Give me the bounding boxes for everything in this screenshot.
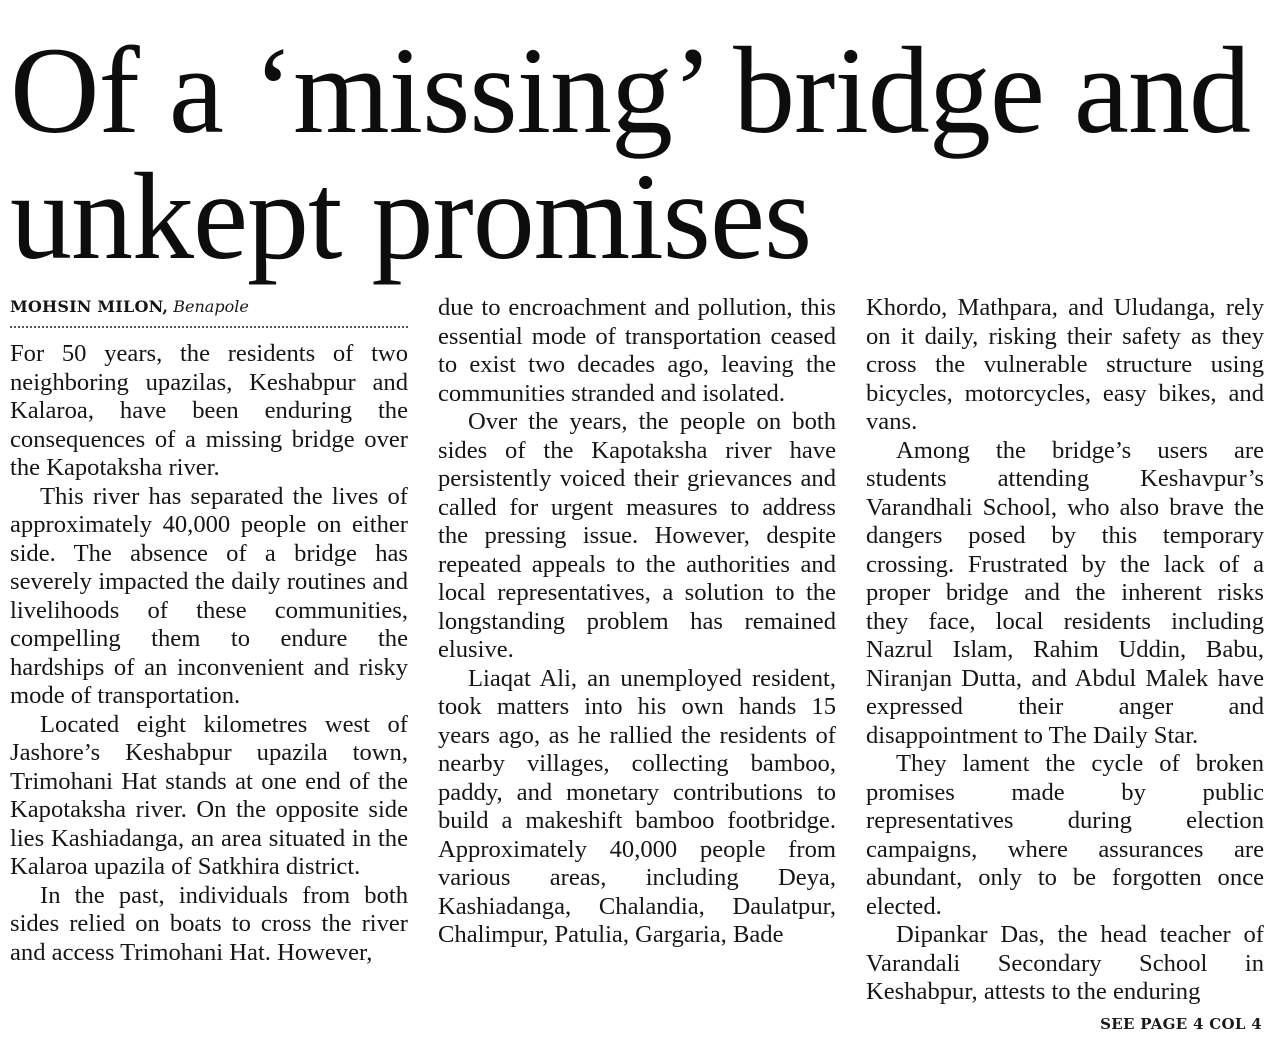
paragraph: They lament the cycle of broken promises made by public representatives during election campaigns, where assurances are abundant, only to be forgotten once elected.	[866, 750, 1264, 920]
continuation-jump-line: SEE PAGE 4 COL 4	[1100, 1015, 1262, 1033]
article-column-1	[10, 294, 408, 967]
byline	[10, 294, 408, 328]
byline-author: MOHSIN MILON,	[10, 297, 169, 316]
article-column-3	[866, 294, 1264, 1007]
headline: Of a ‘missing’ bridge and unkept promises	[10, 22, 1250, 285]
paragraph: due to encroachment and pollution, this essential mode of transportation ceased to exist two decades ago, leaving the communities stranded and isolated.	[438, 294, 836, 407]
paragraph: For 50 years, the residents of two neighboring upazilas, Keshabpur and Kalaroa, have been enduring the consequences of a missing bridge over the Kapotaksha river.	[10, 340, 408, 481]
paragraph: Liaqat Ali, an unemployed resident, took matters into his own hands 15 years ago, as he rallied the residents of nearby villages, collecting bamboo, paddy, and monetary contributions to build a makeshift bamboo footbridge. Approximately 40,000 people from various areas, including Deya, Kashiadanga, Chalandia, Daulatpur, Chalimpur, Patulia, Gargaria, Bade	[438, 664, 836, 948]
byline-location: Benapole	[173, 297, 249, 316]
paragraph: Khordo, Mathpara, and Uludanga, rely on it daily, risking their safety as they cross the vulnerable structure using bicycles, motorcycles, easy bikes, and vans.	[866, 294, 1264, 435]
article-column-2	[438, 294, 836, 950]
paragraph: Dipankar Das, the head teacher of Varandali Secondary School in Keshabpur, attests to the enduring	[866, 921, 1264, 1005]
paragraph: In the past, individuals from both sides relied on boats to cross the river and access Trimohani Hat. However,	[10, 881, 408, 966]
paragraph: This river has separated the lives of approximately 40,000 people on either side. The absence of a bridge has severely impacted the daily routines and livelihoods of these communities, compelling them to endure the hardships of an inconvenient and risky mode of transportation.	[10, 482, 408, 709]
paragraph: Over the years, the people on both sides of the Kapotaksha river have persistently voiced their grievances and called for urgent measures to address the pressing issue. However, despite repeated appeals to the authorities and local representatives, a solution to the longstanding problem has remained elusive.	[438, 408, 836, 663]
paragraph: Located eight kilometres west of Jashore’s Keshabpur upazila town, Trimohani Hat stands at one end of the Kapotaksha river. On the opposite side lies Kashiadanga, an area situated in the Kalaroa upazila of Satkhira district.	[10, 710, 408, 880]
paragraph: Among the bridge’s users are students attending Keshavpur’s Varandhali School, who also brave the dangers posed by this temporary crossing. Frustrated by the lack of a proper bridge and the inherent risks they face, local residents including Nazrul Islam, Rahim Uddin, Babu, Niranjan Dutta, and Abdul Malek have expressed their anger and disappointment to The Daily Star.	[866, 436, 1264, 749]
